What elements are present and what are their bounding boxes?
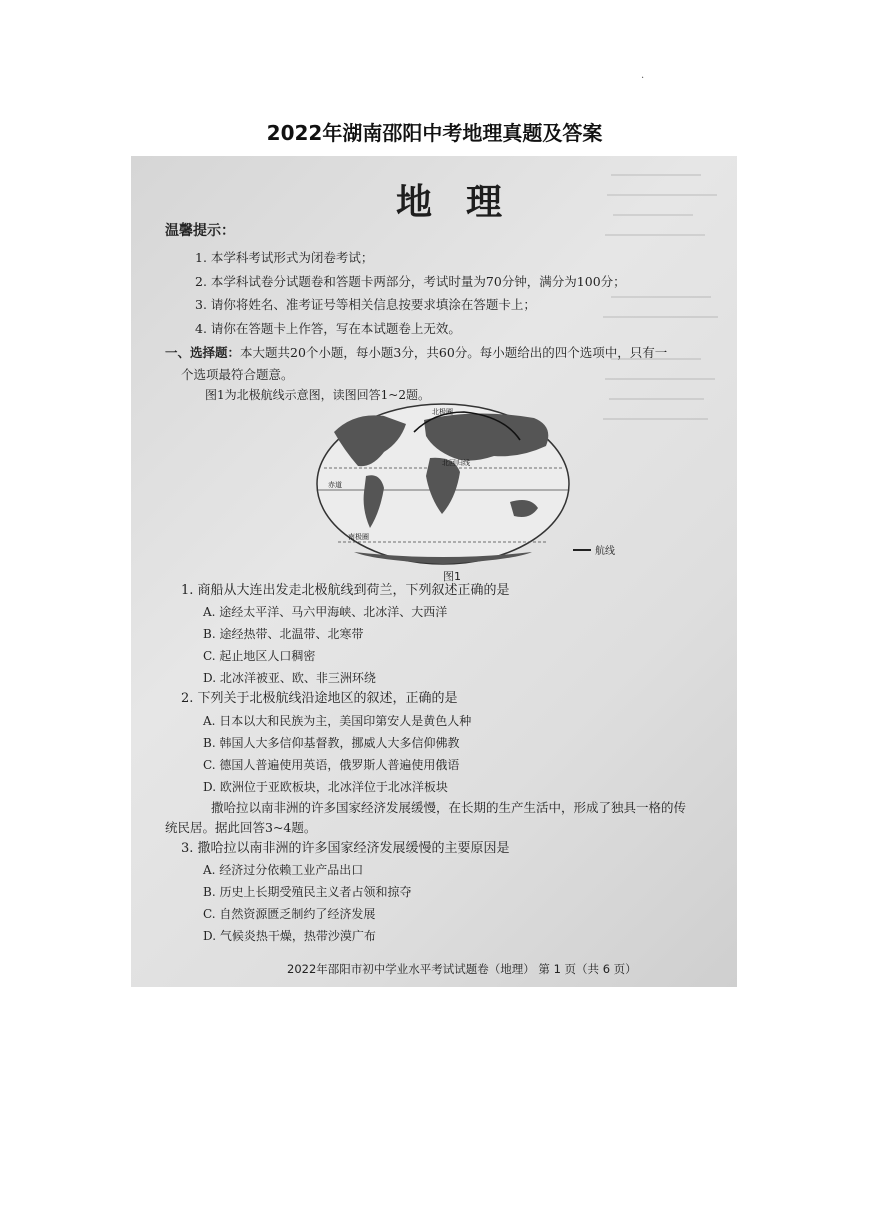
tips-heading: 温馨提示： [165,223,235,239]
question-1-option-a: A. 途经太平洋、马六甲海峡、北冰洋、大西洋 [203,605,448,619]
route-legend-line-icon [573,549,591,551]
tip-item: 2. 本学科试卷分试题卷和答题卡两部分，考试时量为70分钟，满分为100分； [195,273,626,289]
question-1-option-b: B. 途经热带、北温带、北寒带 [203,627,364,641]
question-2-option-d: D. 欧洲位于亚欧板块，北冰洋位于北冰洋板块 [203,780,448,794]
question-3-option-b: B. 历史上长期受殖民主义者占领和掠夺 [203,885,412,899]
section-1-instructions [165,342,737,386]
question-1-option-d: D. 北冰洋被亚、欧、非三洲环绕 [203,671,376,685]
question-1-stem: 1. 商船从大连出发走北极航线到荷兰，下列叙述正确的是 [181,583,510,598]
question-3-option-a: A. 经济过分依赖工业产品出口 [203,863,364,877]
corner-dot: . [641,70,645,81]
map-label-equator: 赤道 [328,481,342,489]
question-1-option-c: C. 起止地区人口稠密 [203,649,316,663]
tip-item: 3. 请你将姓名、准考证号等相关信息按要求填涂在答题卡上； [195,297,536,312]
map-label-north-polar-circle: 北极圈 [432,408,453,416]
question-2-option-b: B. 韩国人大多信仰基督教，挪威人大多信仰佛教 [203,736,460,750]
page-footer: 2022年邵阳市初中学业水平考试试题卷（地理） 第 1 页（共 6 页） [287,962,637,976]
question-2-option-a: A. 日本以大和民族为主，美国印第安人是黄色人种 [203,714,472,728]
passage-line-1: 撒哈拉以南非洲的许多国家经济发展缓慢，在长期的生产生活中，形成了独具一格的传 [211,800,687,815]
section-1-label: 一、选择题： [165,345,241,360]
map-label-antarctic: 南极圈 [348,533,369,541]
question-2-option-c: C. 德国人普遍使用英语，俄罗斯人普遍使用俄语 [203,758,460,772]
tip-item: 4. 请你在答题卡上作答，写在本试题卷上无效。 [195,320,461,336]
figure-number: 图1 [443,570,461,583]
question-2-stem: 2. 下列关于北极航线沿途地区的叙述，正确的是 [181,691,458,706]
map-legend [573,542,615,557]
question-3-option-c: C. 自然资源匮乏制约了经济发展 [203,907,376,921]
question-3-stem: 3. 撒哈拉以南非洲的许多国家经济发展缓慢的主要原因是 [181,841,510,856]
document-title: 2022年湖南邵阳中考地理真题及答案 [266,121,603,145]
exam-page-photo [131,156,737,987]
arctic-route-world-map [314,402,572,566]
exam-subject-title: 地理 [396,181,537,223]
tips-list [195,246,626,340]
section-1-text: 本大题共20个小题，每小题3分，共60分。每小题给出的四个选项中，只有一 [240,345,668,360]
section-1-continuation: 个选项最符合题意。 [181,367,294,382]
question-3-option-d: D. 气候炎热干燥，热带沙漠广布 [203,929,376,943]
figure-intro: 图1为北极航线示意图，读图回答1~2题。 [205,388,430,402]
legend-label: 航线 [595,546,615,557]
map-label-tropic: 北回归线 [442,459,470,467]
tip-item: 1. 本学科考试形式为闭卷考试； [195,250,374,265]
passage-line-2: 统民居。据此回答3~4题。 [165,820,317,835]
